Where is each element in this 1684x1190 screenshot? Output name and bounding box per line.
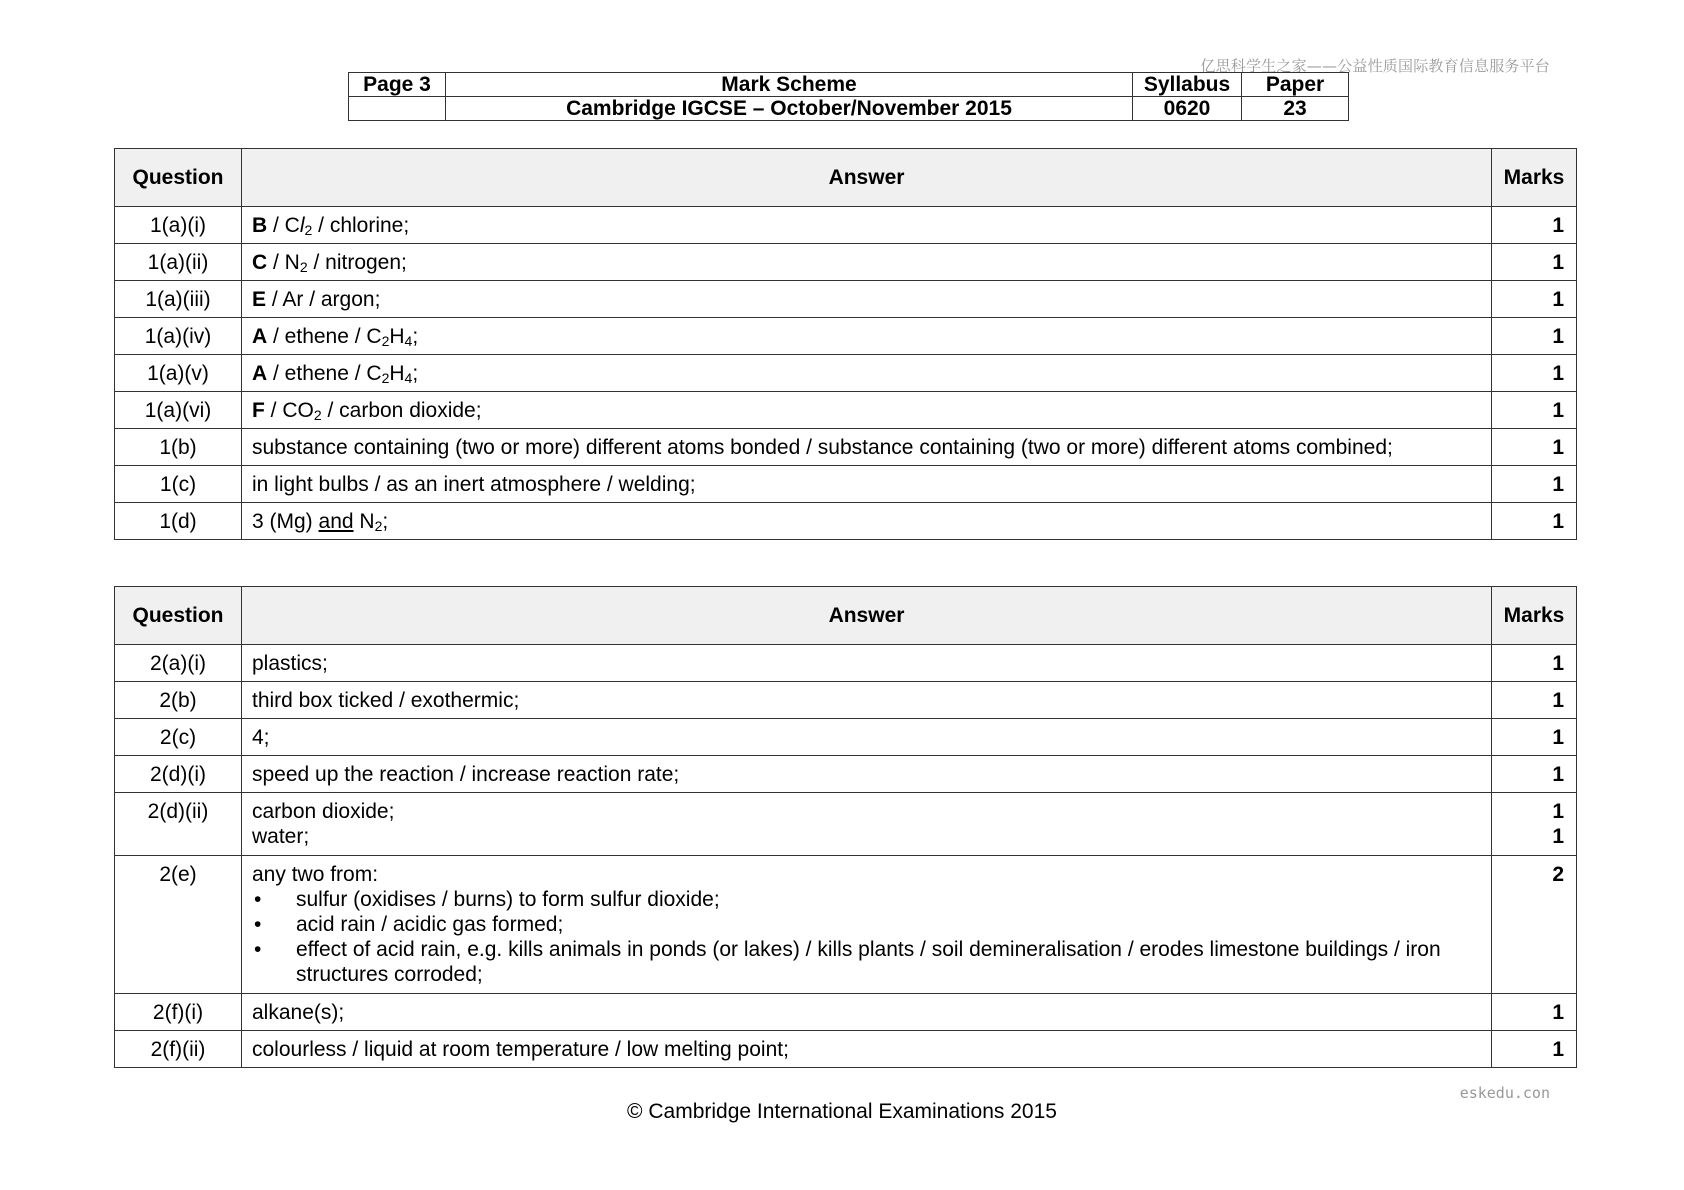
- answer-cell: [242, 318, 1492, 355]
- marks-value: 1: [1492, 318, 1577, 355]
- question-number: 1(a)(iv): [115, 318, 242, 355]
- column-header-marks: Marks: [1492, 149, 1577, 207]
- syllabus-value: 0620: [1133, 97, 1242, 121]
- answer-text: substance containing (two or more) different atoms bonded / substance containing (two or more) different atoms combined;: [252, 435, 1393, 459]
- answer-text: l: [299, 213, 305, 237]
- question-number: 2(e): [115, 856, 242, 994]
- table-row: [115, 793, 1577, 856]
- marks-value: 1: [1492, 392, 1577, 429]
- page-header-table: [348, 72, 1349, 121]
- answer-text: ;: [412, 361, 419, 385]
- subscript: 2: [374, 517, 383, 534]
- question-1-table: [114, 148, 1577, 540]
- subscript: 4: [404, 369, 413, 386]
- bullet: •: [254, 913, 262, 936]
- subscript: 4: [404, 332, 413, 349]
- list-item: [252, 887, 1481, 912]
- bullet-text: effect of acid rain, e.g. kills animals in ponds (or lakes) / kills plants / soil demineralisation / erodes limestone buildings / iron structures corroded;: [296, 938, 1441, 986]
- column-header-marks: Marks: [1492, 587, 1577, 645]
- answer-letter: E: [252, 287, 267, 311]
- marks-value: 1: [1552, 825, 1564, 848]
- marks-value: 1: [1492, 719, 1577, 756]
- bullet-text: sulfur (oxidises / burns) to form sulfur dioxide;: [296, 888, 720, 911]
- answer-text: / carbon dioxide;: [321, 398, 482, 422]
- marks-value: 1: [1492, 645, 1577, 682]
- marks-value: 1: [1552, 800, 1564, 823]
- table-row: [115, 392, 1577, 429]
- watermark-bottom-text: eskedu.con: [1459, 1084, 1550, 1102]
- subscript: 2: [299, 258, 308, 275]
- bullet: •: [254, 888, 262, 911]
- answer-text: / nitrogen;: [307, 250, 407, 274]
- syllabus-label: Syllabus: [1133, 73, 1242, 97]
- list-item: [252, 912, 1481, 937]
- marks-value: 1: [1492, 355, 1577, 392]
- answer-cell: colourless / liquid at room temperature / low melting point;: [242, 1031, 1492, 1068]
- question-number: 1(d): [115, 503, 242, 540]
- answer-cell: [242, 355, 1492, 392]
- list-item: [252, 937, 1481, 987]
- answer-letter: A: [252, 324, 268, 348]
- marks-value: 1: [1492, 207, 1577, 244]
- question-number: 2(b): [115, 682, 242, 719]
- question-number: 1(a)(vi): [115, 392, 242, 429]
- table-row: [115, 756, 1577, 793]
- answer-cell: alkane(s);: [242, 994, 1492, 1031]
- answer-letter: A: [252, 361, 268, 385]
- question-number: 1(a)(v): [115, 355, 242, 392]
- question-number: 2(f)(ii): [115, 1031, 242, 1068]
- header-subtitle: Cambridge IGCSE – October/November 2015: [446, 97, 1133, 121]
- answer-text: / chlorine;: [312, 213, 410, 237]
- question-number: 1(a)(ii): [115, 244, 242, 281]
- marks-value: 1: [1492, 503, 1577, 540]
- subscript: 2: [381, 332, 390, 349]
- table-row: [115, 466, 1577, 503]
- column-header-answer: Answer: [242, 149, 1492, 207]
- table-row: [115, 994, 1577, 1031]
- table-row: [115, 503, 1577, 540]
- watermark-top-text: 亿思科学生之家——公益性质国际教育信息服务平台: [1200, 57, 1550, 75]
- marks-cell: [1492, 793, 1577, 856]
- answer-cell: [242, 281, 1492, 318]
- table-row: [115, 318, 1577, 355]
- question-number: 1(b): [115, 429, 242, 466]
- question-number: 2(d)(ii): [115, 793, 242, 856]
- page-number: Page 3: [349, 73, 446, 97]
- table-row: [115, 207, 1577, 244]
- header-empty-cell: [349, 97, 446, 121]
- paper-label: Paper: [1242, 73, 1349, 97]
- answer-text: / N: [267, 250, 300, 274]
- answer-cell: [242, 503, 1492, 540]
- answer-letter: F: [252, 398, 265, 422]
- answer-cell: [242, 207, 1492, 244]
- marks-value: 1: [1492, 429, 1577, 466]
- question-number: 2(a)(i): [115, 645, 242, 682]
- question-2-table: [114, 586, 1577, 1068]
- subscript: 2: [381, 369, 390, 386]
- marks-value: 1: [1492, 244, 1577, 281]
- question-number: 2(c): [115, 719, 242, 756]
- bullet: •: [254, 938, 262, 961]
- marks-value: 1: [1492, 1031, 1577, 1068]
- column-header-question: Question: [115, 587, 242, 645]
- paper-value: 23: [1242, 97, 1349, 121]
- copyright-footer: © Cambridge International Examinations 2015: [627, 1100, 1057, 1123]
- answer-letter: C: [252, 250, 268, 274]
- answer-text: in light bulbs / as an inert atmosphere / welding;: [252, 472, 696, 496]
- answer-text: / Ar / argon;: [266, 287, 381, 311]
- table-row: [115, 244, 1577, 281]
- column-header-answer: Answer: [242, 587, 1492, 645]
- subscript: 2: [313, 406, 322, 423]
- answer-text: ;: [412, 324, 419, 348]
- table-row: [115, 645, 1577, 682]
- table-row: [115, 682, 1577, 719]
- column-header-question: Question: [115, 149, 242, 207]
- question-number: 2(f)(i): [115, 994, 242, 1031]
- answer-text: ;: [382, 509, 389, 533]
- answer-intro: any two from:: [252, 863, 379, 886]
- marks-value: 2: [1492, 856, 1577, 994]
- table-row: [115, 281, 1577, 318]
- marks-value: 1: [1492, 466, 1577, 503]
- table-row: [115, 429, 1577, 466]
- answer-cell: [242, 793, 1492, 856]
- answer-text: / C: [267, 213, 300, 237]
- question-number: 2(d)(i): [115, 756, 242, 793]
- question-number: 1(a)(i): [115, 207, 242, 244]
- answer-text: / CO: [264, 398, 314, 422]
- answer-letter: B: [252, 213, 268, 237]
- table-row: [115, 355, 1577, 392]
- table-row: [115, 1031, 1577, 1068]
- marks-value: 1: [1492, 281, 1577, 318]
- answer-cell: [242, 392, 1492, 429]
- answer-text: H: [389, 361, 405, 385]
- answer-cell: [242, 429, 1492, 466]
- table-row: [115, 856, 1577, 994]
- answer-cell: 4;: [242, 719, 1492, 756]
- marks-value: 1: [1492, 756, 1577, 793]
- answer-cell: [242, 244, 1492, 281]
- answer-text: N: [353, 509, 375, 533]
- question-number: 1(a)(iii): [115, 281, 242, 318]
- answer-line: carbon dioxide;: [252, 800, 395, 823]
- underlined-text: and: [318, 509, 354, 533]
- question-number: 1(c): [115, 466, 242, 503]
- marks-value: 1: [1492, 682, 1577, 719]
- answer-cell: speed up the reaction / increase reaction rate;: [242, 756, 1492, 793]
- answer-text: 3 (Mg): [252, 509, 319, 533]
- answer-text: H: [389, 324, 405, 348]
- answer-text: / ethene / C: [267, 361, 382, 385]
- answer-cell: [242, 466, 1492, 503]
- bullet-text: acid rain / acidic gas formed;: [296, 913, 564, 936]
- answer-cell: plastics;: [242, 645, 1492, 682]
- subscript: 2: [304, 221, 313, 238]
- answer-text: / ethene / C: [267, 324, 382, 348]
- answer-cell: third box ticked / exothermic;: [242, 682, 1492, 719]
- header-title: Mark Scheme: [446, 73, 1133, 97]
- marks-value: 1: [1492, 994, 1577, 1031]
- table-row: [115, 719, 1577, 756]
- answer-line: water;: [252, 825, 310, 848]
- answer-cell: [242, 856, 1492, 994]
